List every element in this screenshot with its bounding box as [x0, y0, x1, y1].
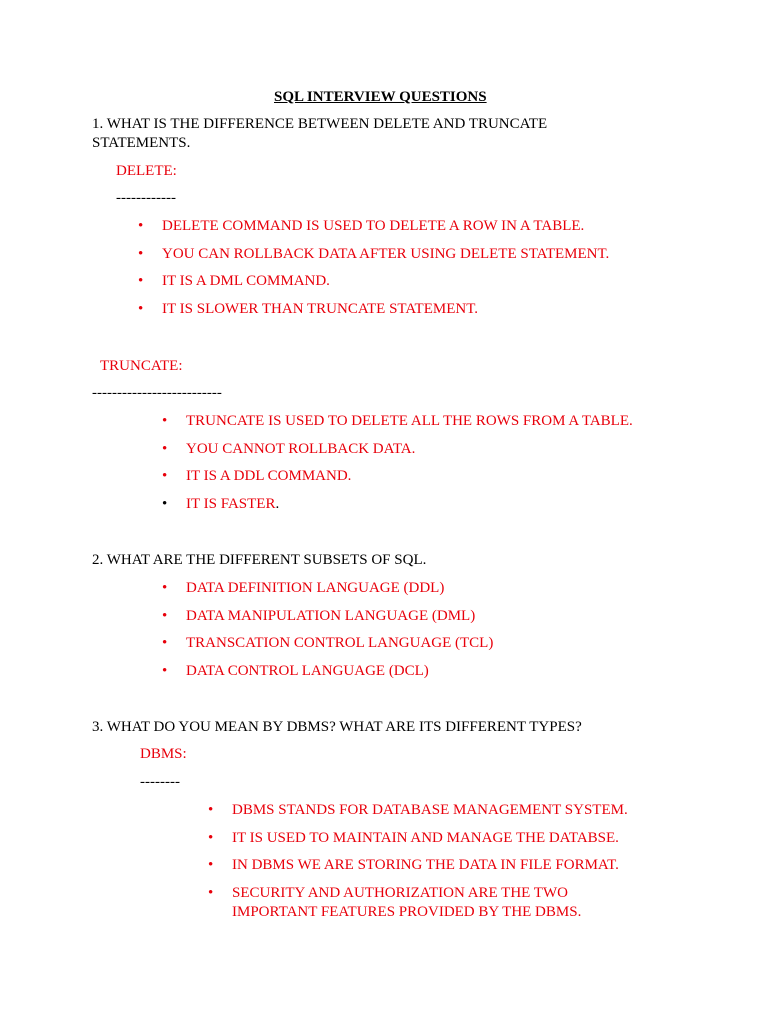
list-item-text: IT IS USED TO MAINTAIN AND MANAGE THE DATABSE.: [232, 829, 619, 846]
truncate-bullet-list: [162, 412, 633, 514]
list-item: [208, 856, 628, 875]
question-1-line-2: STATEMENTS.: [92, 135, 191, 151]
list-item-period: .: [275, 495, 280, 512]
list-item-text: IT IS A DDL COMMAND.: [186, 468, 352, 484]
bullet-icon: •: [138, 273, 144, 289]
bullet-icon: •: [162, 495, 168, 512]
dbms-bullet-list: [208, 801, 628, 922]
list-item-text: IT IS SLOWER THAN TRUNCATE STATEMENT.: [162, 300, 479, 317]
bullet-icon: •: [208, 802, 214, 818]
bullet-icon: •: [162, 413, 168, 429]
dbms-heading-rule: --------: [140, 774, 180, 790]
list-item: [162, 440, 633, 459]
bullet-icon: •: [162, 607, 168, 624]
bullet-icon: •: [162, 468, 168, 484]
bullet-icon: •: [138, 245, 144, 262]
list-item: [162, 467, 633, 486]
list-item-text: IT IS A DML COMMAND.: [162, 273, 330, 289]
truncate-heading: TRUNCATE:: [100, 358, 183, 374]
list-item-text: DELETE COMMAND IS USED TO DELETE A ROW IN A TABLE.: [162, 218, 585, 234]
bullet-icon: •: [162, 662, 168, 679]
bullet-icon: •: [138, 218, 144, 234]
truncate-heading-rule: --------------------------: [92, 385, 222, 401]
list-item-text: TRUNCATE IS USED TO DELETE ALL THE ROWS FROM A TABLE.: [186, 413, 633, 429]
dbms-heading: DBMS:: [140, 746, 187, 762]
bullet-icon: •: [162, 635, 168, 651]
question-3: 3. WHAT DO YOU MEAN BY DBMS? WHAT ARE ITS DIFFERENT TYPES?: [92, 719, 582, 735]
list-item-text: TRANSCATION CONTROL LANGUAGE (TCL): [186, 635, 494, 651]
list-item: [162, 607, 493, 626]
list-item-text: SECURITY AND AUTHORIZATION ARE THE TWO: [232, 884, 568, 901]
list-item: [162, 634, 494, 653]
list-item-text: IN DBMS WE ARE STORING THE DATA IN FILE FORMAT.: [232, 857, 619, 873]
list-item: [162, 662, 493, 681]
bullet-icon: •: [138, 300, 144, 317]
bullet-icon: •: [208, 829, 214, 846]
delete-heading: DELETE:: [116, 163, 177, 179]
question-1-line-1: 1. WHAT IS THE DIFFERENCE BETWEEN DELETE AND TRUNCATE: [92, 116, 548, 132]
list-item-text: DATA DEFINITION LANGUAGE (DDL): [186, 580, 445, 596]
list-item-text: YOU CAN ROLLBACK DATA AFTER USING DELETE STATEMENT.: [162, 245, 610, 262]
list-item-text: DBMS STANDS FOR DATABASE MANAGEMENT SYSTEM.: [232, 802, 628, 818]
list-item-text: DATA CONTROL LANGUAGE (DCL): [186, 662, 429, 679]
list-item-text-continued: IMPORTANT FEATURES PROVIDED BY THE DBMS.: [232, 903, 582, 920]
subsets-bullet-list: [162, 579, 494, 681]
list-item: [138, 300, 609, 319]
list-item: [162, 412, 633, 431]
list-item: [208, 884, 628, 922]
list-item: [162, 495, 633, 514]
question-2: 2. WHAT ARE THE DIFFERENT SUBSETS OF SQL.: [92, 552, 427, 568]
list-item: [138, 272, 609, 291]
bullet-icon: •: [162, 440, 168, 457]
list-item: [138, 217, 609, 236]
list-item-text: DATA MANIPULATION LANGUAGE (DML): [186, 607, 476, 624]
list-item: [162, 579, 493, 598]
list-item: [208, 801, 628, 820]
bullet-icon: •: [208, 884, 214, 901]
list-item-text: IT IS FASTER: [186, 495, 276, 512]
bullet-icon: •: [162, 580, 168, 596]
document-title: SQL INTERVIEW QUESTIONS: [274, 89, 487, 105]
delete-bullet-list: [138, 217, 610, 319]
list-item: [208, 829, 628, 848]
list-item: [138, 245, 610, 264]
bullet-icon: •: [208, 857, 214, 873]
list-item-text: YOU CANNOT ROLLBACK DATA.: [186, 440, 416, 457]
delete-heading-rule: ------------: [116, 190, 176, 206]
